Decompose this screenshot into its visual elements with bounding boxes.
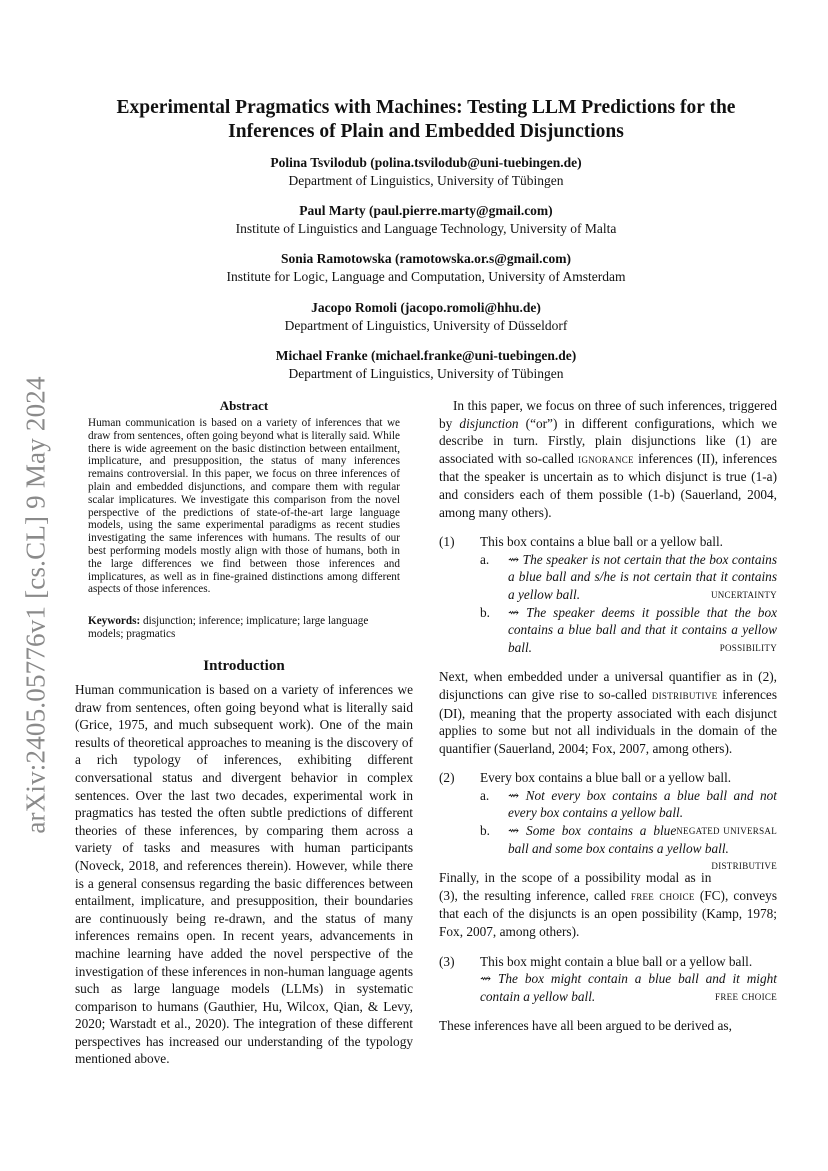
sub-label: b. xyxy=(480,823,490,839)
example-sentence: This box contains a blue ball or a yellow ball. xyxy=(480,534,723,550)
paper-title: Experimental Pragmatics with Machines: Testing LLM Predictions for the Inferences of Plain and Embedded Disjunctions xyxy=(116,97,736,142)
example-1a xyxy=(480,551,777,604)
author-5 xyxy=(88,347,764,383)
inference-text: ⇝ The speaker is not certain that the box contains a blue ball and s/he is not certain that it contains a yellow ball. xyxy=(508,551,777,602)
author-2 xyxy=(88,202,764,238)
inference-tag: negated universal xyxy=(676,823,777,838)
author-affiliation: Department of Linguistics, University of Tübingen xyxy=(288,366,564,381)
author-affiliation: Institute of Linguistics and Language Technology, University of Malta xyxy=(235,221,617,236)
inference-text: ⇝ Not every box contains a blue ball and not every box contains a yellow ball. xyxy=(508,787,777,821)
example-number: (3) xyxy=(439,953,455,969)
text-span: (“or”) in different configurations, which we describe in turn. Firstly, plain disjunctions like (1) are associated with so-called xyxy=(439,415,777,466)
example-number: (1) xyxy=(439,534,455,550)
example-1b xyxy=(480,604,777,657)
inference-tag: uncertainty xyxy=(710,586,777,601)
arxiv-stamp: arXiv:2405.05776v1 [cs.CL] 9 May 2024 xyxy=(20,376,51,834)
author-name: Polina Tsvilodub (polina.tsvilodub@uni-tuebingen.de) xyxy=(270,155,582,170)
example-3 xyxy=(439,953,777,1006)
text-span: In this paper, we focus on three of such inferences, triggered by xyxy=(439,398,777,431)
example-1 xyxy=(439,533,777,656)
small-caps-term: free choice xyxy=(630,888,695,903)
author-name: Jacopo Romoli (jacopo.romoli@hhu.de) xyxy=(311,300,541,315)
abstract-heading: Abstract xyxy=(219,398,269,413)
sub-label: b. xyxy=(480,604,490,620)
sub-label: a. xyxy=(480,787,490,803)
inference-text: ⇝ The box might contain a blue ball and it might contain a yellow ball. xyxy=(480,971,777,1004)
introduction-text: Human communication is based on a variety of inferences we draw from sentences, often going beyond what is literally said (Grice, 1975, and much subsequent work). One of the main results of theoretical approaches to meaning is the discovery of a rich typology of inferences, exhibiting different conversational status and divergent behavior in complex sentences. Over the last two decades, experimental work in pragmatics has tested the often subtle predictions of different theories of these inferences, by comparing them across a variety of tasks and measures with human participants (Noveck, 2018, and references therein). However, while there is a general consensus regarding the basic differences between entailment, implicature, and presupposition, their boundaries are continuously being re-drawn, and the status of many inferences remains open. In recent years, advancements in machine learning have added the novel perspective of the investigation of these inferences in non-human language agents such as large language models (LLMs) in systematic comparison to humans (Gauthier, Hu, Wilcox, Qian, & Levy, 2020; Warstadt et al., 2020). The integration of these different perspectives has increased our understanding of the typology mentioned above. xyxy=(75,682,413,1067)
author-name: Paul Marty (paul.pierre.marty@gmail.com) xyxy=(299,203,553,218)
italic-term: disjunction xyxy=(459,415,519,431)
inference-text: ⇝ The speaker deems it possible that the box contains a blue ball and that it contains a yellow ball. xyxy=(508,604,777,655)
author-4 xyxy=(88,299,764,335)
author-3 xyxy=(88,250,764,286)
example-2b xyxy=(480,822,777,873)
text-span: (FC), conveys that each of the disjuncts is an open possibility (Kamp, 1978; Fox, 2007, among others). xyxy=(439,887,777,940)
example-2 xyxy=(439,769,777,873)
text-span: Next, when embedded under a universal quantifier as in (2), disjunctions can give rise to so-called xyxy=(439,669,777,702)
inference-tag: distributive xyxy=(711,858,777,873)
right-column xyxy=(439,397,777,1035)
keywords-text: disjunction; inference; implicature; large language models; pragmatics xyxy=(88,615,369,640)
text-span: inferences (II), inferences that the speaker is uncertain as to which disjunct is true (1-a) and considers each of them possible (1-b) (Sauerland, 2004, among many others). xyxy=(439,450,777,520)
text-span: inferences (DI), meaning that the property associated with each disjunct applies to some but not all individuals in the domain of the quantifier (Sauerland, 2004; Fox, 2007, among others). xyxy=(439,686,777,756)
text-span: Finally, in the scope of a possibility modal as in (3), the resulting inference, called xyxy=(439,870,712,903)
example-sentence: This box might contain a blue ball or a yellow ball. xyxy=(480,953,753,969)
author-affiliation: Institute for Logic, Language and Computation, University of Amsterdam xyxy=(226,269,626,284)
paragraph-3 xyxy=(439,869,777,940)
inference-text: ⇝ Some box contains a blue ball and some box contains a yellow ball. xyxy=(508,823,729,856)
author-name: Sonia Ramotowska (ramotowska.or.s@gmail.com) xyxy=(281,251,571,266)
small-caps-term: ignorance xyxy=(578,451,634,466)
example-number: (2) xyxy=(439,770,455,786)
inference-tag: free choice xyxy=(715,988,777,1003)
author-1 xyxy=(88,154,764,190)
paragraph-2 xyxy=(439,668,777,757)
example-sentence: Every box contains a blue ball or a yellow ball. xyxy=(480,770,732,786)
paragraph-4: These inferences have all been argued to be derived as, xyxy=(439,1018,732,1034)
inference-tag: possibility xyxy=(719,639,777,654)
sub-label: a. xyxy=(480,551,490,567)
keywords-label: Keywords: xyxy=(88,615,141,627)
keywords xyxy=(88,615,400,641)
small-caps-term: distributive xyxy=(651,687,718,702)
author-affiliation: Department of Linguistics, University of Tübingen xyxy=(288,173,564,188)
abstract-text: Human communication is based on a variety of inferences that we draw from sentences, often going beyond what is literally said. While there is wide agreement on the basic distinction between entailment, implicature, and presupposition, the status of many inferences remains controversial. In this paper, we focus on three inferences of plain and embedded disjunctions, and compare them with regular scalar implicatures. We investigate this comparison from the novel perspective of the predictions of state-of-the-art large language models, using the same experimental paradigms as recent studies investigating the same inferences with humans. The results of our best performing models mostly align with those of humans, both in the large differences we find between those inferences and implicatures, as well as in fine-grained distinctions among different aspects of those inferences. xyxy=(88,417,400,596)
example-2a xyxy=(480,787,777,838)
author-affiliation: Department of Linguistics, University of Düsseldorf xyxy=(284,318,568,333)
paragraph-1 xyxy=(439,397,777,521)
introduction-heading: Introduction xyxy=(203,658,285,674)
author-name: Michael Franke (michael.franke@uni-tuebingen.de) xyxy=(275,348,577,363)
